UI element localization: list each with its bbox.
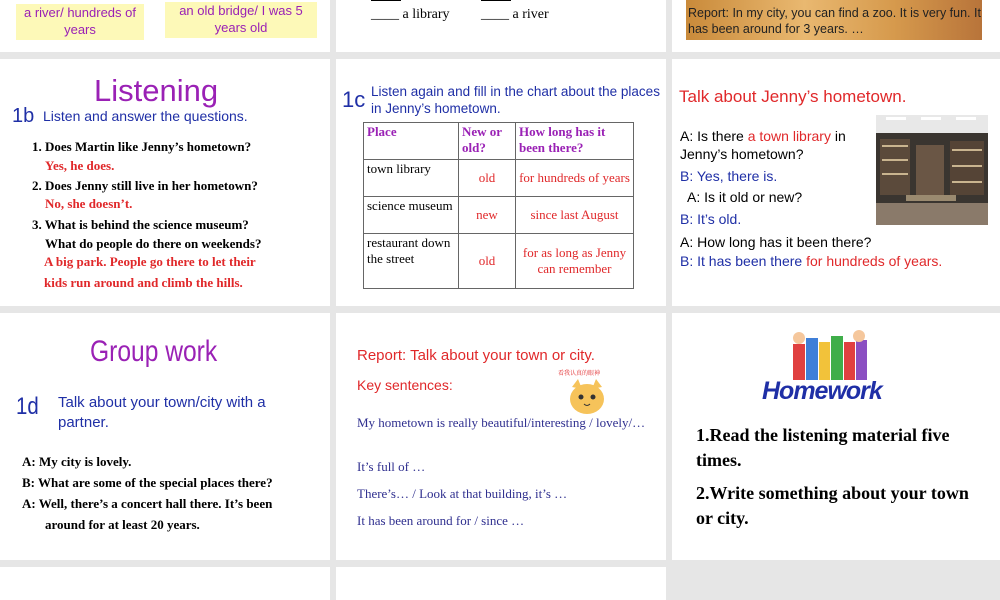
blank-library: ____ a library: [371, 7, 450, 22]
panel-bottom-left: [0, 567, 330, 600]
talk-line-2: B: Yes, there is.: [680, 168, 778, 184]
cell-duration: for as long as Jenny can remember: [516, 234, 634, 289]
panel-report: [336, 313, 666, 560]
question-1: 1. Does Martin like Jenny’s hometown?: [32, 139, 252, 154]
answer-3: A big park. People go there to let their: [44, 254, 256, 269]
cat-icon: [566, 377, 608, 417]
cell-place: science museum: [364, 197, 459, 234]
talk-line-6-start: B: It has been there: [680, 253, 807, 269]
chart-header-row: [364, 123, 634, 160]
blank-river: ____ a river: [481, 7, 549, 22]
group-work-title: Group work: [90, 335, 218, 368]
library-image: [876, 115, 988, 225]
answer-2: No, she doesn’t.: [45, 196, 133, 211]
cat-icon-svg: [566, 377, 608, 417]
talk-line-1-start: A: Is there: [680, 128, 748, 144]
key-sentence-1: My hometown is really beautiful/interesting / lovely/…: [357, 415, 646, 430]
panel-bottom-middle: [336, 567, 666, 600]
talk-line-1: [680, 127, 870, 163]
cell-age: old: [459, 234, 516, 289]
talk-title: Talk about Jenny’s hometown.: [679, 87, 907, 106]
panel-group-work: [0, 313, 330, 560]
listening-instruction: Listen and answer the questions.: [43, 108, 248, 124]
key-sentence-3: There’s… / Look at that building, it’s …: [357, 486, 568, 501]
table-row: [364, 197, 634, 234]
table-row: [364, 234, 634, 289]
section-number-1c: 1c: [342, 87, 366, 112]
cell-age: old: [459, 160, 516, 197]
homework-item-1: 1.Read the listening material five times.: [696, 425, 950, 470]
panel-listening: [0, 59, 330, 306]
question-3-part-2: What do people do there on weekends?: [45, 236, 262, 251]
dialogue-line-1: A: My city is lovely.: [22, 454, 132, 469]
report-title: Report: Talk about your town or city.: [357, 347, 595, 364]
key-sentence-2: It’s full of …: [357, 459, 426, 474]
listening-title: Listening: [94, 73, 219, 108]
talk-line-5: A: How long has it been there?: [680, 234, 872, 250]
answer-3-part-2: kids run around and climb the hills.: [44, 275, 243, 290]
dialogue-line-4: around for at least 20 years.: [45, 517, 200, 532]
places-chart: [363, 122, 634, 289]
blank-line: [481, 0, 511, 1]
talk-line-4: B: It’s old.: [680, 211, 742, 227]
books-icon: [787, 330, 873, 382]
key-sentence-4: It has been around for / since …: [357, 513, 525, 528]
note-bridge: an old bridge/ I was 5 years old: [165, 2, 317, 38]
header-how-long: How long has it been there?: [516, 123, 634, 160]
talk-line-1-end: in Jenny’s hometown?: [680, 128, 846, 162]
key-sentences-label: Key sentences:: [357, 377, 453, 393]
panel-homework: [672, 313, 1000, 560]
cell-place: town library: [364, 160, 459, 197]
panel-top-right: [672, 0, 1000, 52]
cat-watermark-text: 看我认真的眼神: [558, 371, 601, 377]
cell-duration: for hundreds of years: [516, 160, 634, 197]
answer-1: Yes, he does.: [45, 158, 115, 173]
cell-duration: since last August: [516, 197, 634, 234]
blank-line: [371, 0, 401, 1]
question-2: 2. Does Jenny still live in her hometown?: [32, 178, 258, 193]
dialogue-line-3: A: Well, there’s a concert hall there. It’s been: [22, 496, 273, 511]
header-new-or-old: New or old?: [459, 123, 516, 160]
books-kids-icon: [787, 330, 873, 382]
chart-instruction: Listen again and fill in the chart about the places in Jenny’s hometown.: [371, 84, 660, 116]
group-instruction: Talk about your town/city with a partner.: [58, 394, 266, 431]
panel-chart: [336, 59, 666, 306]
note-river: a river/ hundreds of years: [16, 4, 144, 40]
talk-line-6: [680, 253, 942, 269]
talk-duration-highlight: for hundreds of years.: [806, 253, 943, 269]
talk-place-highlight: a town library: [747, 128, 831, 144]
homework-item-2: 2.Write something about your town or city.: [696, 483, 969, 528]
cell-place: restaurant down the street: [364, 234, 459, 289]
panel-talk: [672, 59, 1000, 306]
panel-top-middle: [336, 0, 666, 52]
question-3: 3. What is behind the science museum?: [32, 217, 249, 232]
report-text: Report: In my city, you can find a zoo. It is very fun. It has been around for 3 years. …: [688, 6, 981, 36]
header-place: Place: [364, 123, 459, 160]
table-row: [364, 160, 634, 197]
library-photo: [876, 115, 988, 225]
talk-line-3: A: Is it old or new?: [687, 189, 803, 205]
panel-top-left: [0, 0, 330, 52]
cell-age: new: [459, 197, 516, 234]
dialogue-line-2: B: What are some of the special places there?: [22, 475, 273, 490]
section-number-1b: 1b: [12, 105, 35, 127]
section-number-1d: 1d: [16, 393, 39, 420]
homework-title: Homework: [762, 377, 882, 405]
